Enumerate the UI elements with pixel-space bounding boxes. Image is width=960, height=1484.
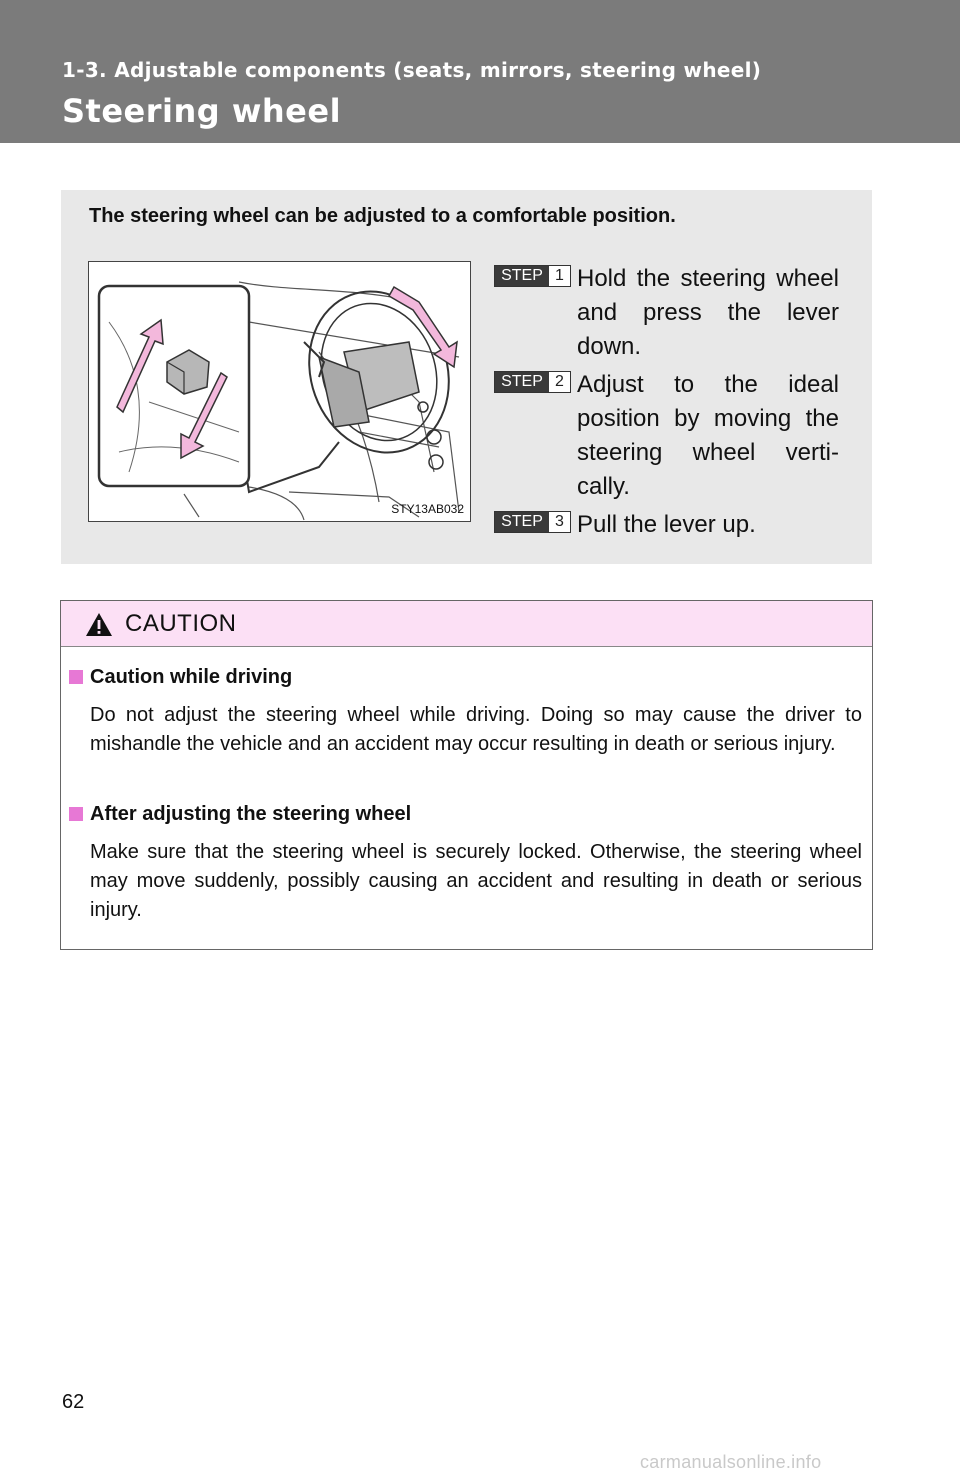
step-badge-word: STEP bbox=[495, 372, 549, 392]
caution-item bbox=[69, 800, 862, 925]
figure-code: STY13AB032 bbox=[391, 502, 464, 516]
caution-heading bbox=[69, 800, 862, 828]
step-badge bbox=[494, 265, 571, 287]
caution-header bbox=[61, 601, 872, 647]
step-badge-number: 2 bbox=[549, 372, 570, 392]
bullet-square-icon bbox=[69, 807, 83, 821]
page-title: Steering wheel bbox=[62, 92, 342, 130]
caution-item bbox=[69, 663, 862, 759]
bullet-square-icon bbox=[69, 670, 83, 684]
caution-box bbox=[60, 600, 873, 950]
chapter-header bbox=[0, 0, 960, 143]
page-number: 62 bbox=[62, 1391, 85, 1413]
watermark: carmanualsonline.info bbox=[640, 1452, 822, 1472]
caution-paragraph: Do not adjust the steering wheel while driving. Doing so may cause the driver to mishandle the vehicle and an accident may occur resulting in death or serious injury. bbox=[90, 704, 862, 755]
step-3 bbox=[494, 508, 839, 542]
caution-heading-text: Caution while driving bbox=[90, 666, 293, 688]
step-badge-word: STEP bbox=[495, 266, 549, 286]
step-1 bbox=[494, 262, 839, 364]
step-text: Adjust to the ideal position by moving the steering wheel verti-cally. bbox=[577, 371, 839, 500]
caution-label: CAUTION bbox=[125, 610, 237, 637]
caution-paragraph: Make sure that the steering wheel is securely locked. Otherwise, the steering wheel may move suddenly, possibly causing an accident and resulting in death or serious injury. bbox=[90, 841, 862, 921]
step-badge bbox=[494, 511, 571, 533]
caution-heading-text: After adjusting the steering wheel bbox=[90, 803, 412, 825]
warning-triangle-icon bbox=[85, 612, 113, 637]
caution-heading bbox=[69, 663, 862, 691]
step-badge bbox=[494, 371, 571, 393]
step-text: Hold the steering wheel and press the lever down. bbox=[577, 265, 839, 360]
section-title: 1-3. Adjustable components (seats, mirrors, steering wheel) bbox=[62, 58, 762, 82]
steering-wheel-illustration bbox=[88, 261, 471, 522]
intro-text: The steering wheel can be adjusted to a comfortable position. bbox=[89, 205, 676, 227]
step-text: Pull the lever up. bbox=[577, 511, 756, 538]
step-badge-number: 1 bbox=[549, 266, 570, 286]
step-badge-number: 3 bbox=[549, 512, 570, 532]
steering-column-drawing bbox=[89, 262, 470, 521]
step-2 bbox=[494, 368, 839, 504]
step-badge-word: STEP bbox=[495, 512, 549, 532]
